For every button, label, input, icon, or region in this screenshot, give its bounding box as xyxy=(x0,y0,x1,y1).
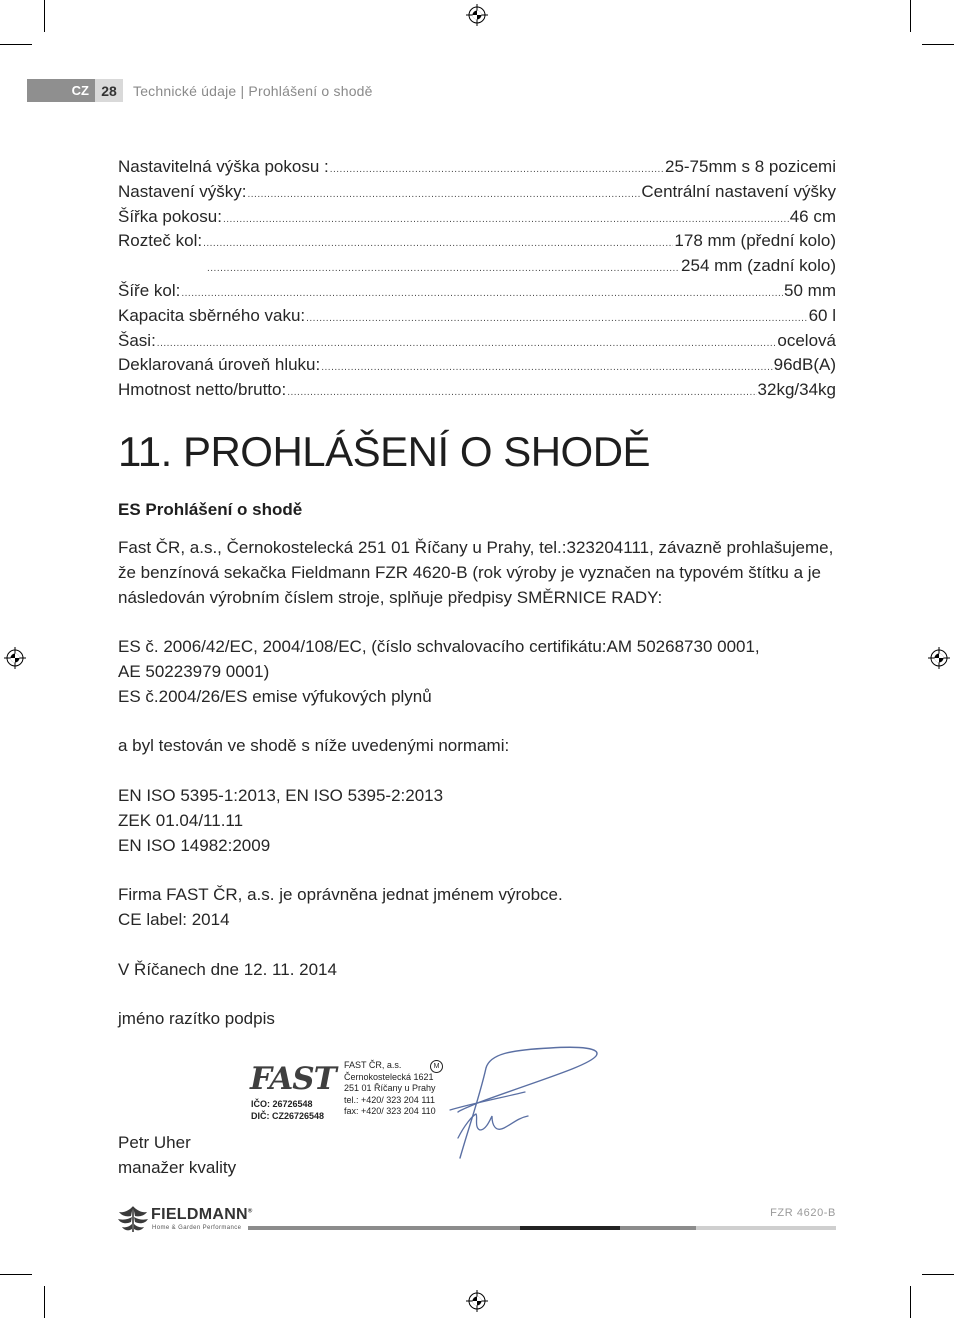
stamp-dic: DIČ: CZ26726548 xyxy=(251,1111,325,1121)
stamp-ico: IČO: 26726548 xyxy=(251,1099,313,1109)
crop-mark xyxy=(922,44,954,45)
text-line: AE 50223979 0001) xyxy=(118,661,270,681)
footer-rule xyxy=(248,1226,520,1230)
language-tab: CZ xyxy=(27,79,95,102)
footer-rule xyxy=(696,1226,836,1230)
spec-value: 32kg/34kg xyxy=(757,380,836,400)
fieldmann-leaf-icon xyxy=(117,1203,149,1233)
text-line: že benzínová sekačka Fieldmann FZR 4620-B (rok výroby je vyznačen na typovém štítku a je xyxy=(118,562,821,582)
spec-value: 50 mm xyxy=(784,280,836,300)
spec-value: 178 mm (přední kolo) xyxy=(674,231,836,251)
stamp-line: 251 01 Říčany u Prahy xyxy=(344,1083,436,1093)
spec-row xyxy=(118,329,836,354)
text-line: a byl testován ve shodě s níže uvedenými normami: xyxy=(118,736,510,755)
text-line: ZEK 01.04/11.11 xyxy=(118,810,244,830)
fieldmann-logo xyxy=(117,1203,253,1233)
spec-row xyxy=(118,279,836,304)
text-line: Fast ČR, a.s., Černokostelecká 251 01 Říčany u Prahy, tel.:323204111, závazně prohlašujeme, xyxy=(118,538,834,557)
registration-mark-icon xyxy=(466,4,488,26)
dot-leader xyxy=(203,232,673,257)
spec-row xyxy=(118,205,836,230)
crop-mark xyxy=(0,44,32,45)
crop-mark xyxy=(922,1274,954,1275)
place-date xyxy=(118,958,838,983)
brand-name: FIELDMANN® xyxy=(151,1206,253,1223)
text-line: V Říčanech dne 12. 11. 2014 xyxy=(118,960,337,979)
directives-paragraph xyxy=(118,635,838,709)
text-line: EN ISO 14982:2009 xyxy=(118,835,271,855)
spec-label: Hmotnost netto/brutto: xyxy=(118,380,287,400)
signatory-name: Petr Uher xyxy=(118,1133,191,1152)
declaration-subheading: ES Prohlášení o shodě xyxy=(118,500,303,519)
spec-label: Nastavení výšky: xyxy=(118,181,247,201)
spec-row xyxy=(118,229,836,254)
crop-mark xyxy=(0,1274,32,1275)
stamp-registered-mark: M xyxy=(430,1060,443,1073)
spec-value: Centrální nastavení výšky xyxy=(641,181,836,201)
stamp-line: tel.: +420/ 323 204 111 xyxy=(344,1094,435,1105)
registration-mark-icon xyxy=(928,647,950,669)
crop-mark xyxy=(910,1286,911,1318)
spec-label: Nastavitelná výška pokosu : xyxy=(118,157,329,176)
spec-row xyxy=(118,155,836,180)
spec-value: ocelová xyxy=(777,330,836,350)
spec-value: 46 cm xyxy=(789,206,836,226)
spec-label: Kapacita sběrného vaku: xyxy=(118,305,306,325)
spec-label: Deklarovaná úroveň hluku: xyxy=(118,355,321,375)
crop-mark xyxy=(44,0,45,32)
signature-caption xyxy=(118,1007,838,1032)
text-line: CE label: 2014 xyxy=(118,909,230,929)
spec-row xyxy=(118,180,836,205)
stamp-line: fax: +420/ 323 204 110 xyxy=(344,1106,436,1116)
text-line: ES č. 2006/42/EC, 2004/108/EC, (číslo schvalovacího certifikátu:AM 50268730 0001, xyxy=(118,637,760,656)
tested-paragraph xyxy=(118,734,838,759)
spec-value: 96dB(A) xyxy=(773,355,836,375)
spec-row xyxy=(118,378,836,403)
text-line: následován výrobním číslem stroje, splňuje předpisy SMĚRNICE RADY: xyxy=(118,587,663,607)
spec-value: 60 l xyxy=(808,305,836,325)
running-header xyxy=(27,79,373,102)
page-number: 28 xyxy=(95,79,123,102)
header-title: Technické údaje | Prohlášení o shodě xyxy=(133,82,373,99)
dot-leader xyxy=(287,381,756,406)
brand-tagline: Home & Garden Performance xyxy=(152,1225,242,1231)
spec-label: Šasi: xyxy=(118,330,156,350)
dot-leader xyxy=(330,158,664,183)
stamp-line: FAST ČR, a.s. xyxy=(344,1060,402,1070)
footer-rule xyxy=(520,1226,620,1230)
specs-list xyxy=(118,155,836,403)
dot-leader xyxy=(321,356,772,381)
spec-value: 254 mm (zadní kolo) xyxy=(681,256,836,276)
model-code: FZR 4620-B xyxy=(770,1207,836,1219)
registration-mark-icon xyxy=(4,647,26,669)
dot-leader xyxy=(306,307,807,332)
text-line: Firma FAST ČR, a.s. je oprávněna jednat jménem výrobce. xyxy=(118,885,563,904)
footer-rule xyxy=(620,1226,696,1230)
spec-value: 25-75mm s 8 pozicemi xyxy=(664,157,836,176)
authorization-paragraph xyxy=(118,883,838,933)
signatory-role: manažer kvality xyxy=(118,1157,237,1177)
spec-row xyxy=(118,353,836,378)
dot-leader xyxy=(207,257,680,282)
stamp-line: Černokostelecká 1621 xyxy=(344,1071,434,1082)
stamp-ids xyxy=(251,1098,324,1122)
spec-row xyxy=(118,254,836,279)
spec-label: Šířka pokosu: xyxy=(118,206,222,226)
dot-leader xyxy=(248,183,641,208)
text-line: EN ISO 5395-1:2013, EN ISO 5395-2:2013 xyxy=(118,786,444,805)
intro-paragraph xyxy=(118,536,838,610)
registration-mark-icon xyxy=(466,1290,488,1312)
spec-row xyxy=(118,304,836,329)
crop-mark xyxy=(44,1286,45,1318)
section-title: 11. PROHLÁŠENÍ O SHODĚ xyxy=(118,428,651,475)
spec-label: Šíře kol: xyxy=(118,280,181,300)
stamp-logo: FAST xyxy=(250,1061,336,1097)
text-line: ES č.2004/26/ES emise výfukových plynů xyxy=(118,686,432,706)
norms-paragraph xyxy=(118,784,838,858)
text-line: jméno razítko podpis xyxy=(118,1009,275,1028)
handwritten-signature xyxy=(420,1040,610,1175)
spec-label: Rozteč kol: xyxy=(118,231,203,251)
crop-mark xyxy=(910,0,911,32)
company-stamp xyxy=(248,1058,448,1128)
